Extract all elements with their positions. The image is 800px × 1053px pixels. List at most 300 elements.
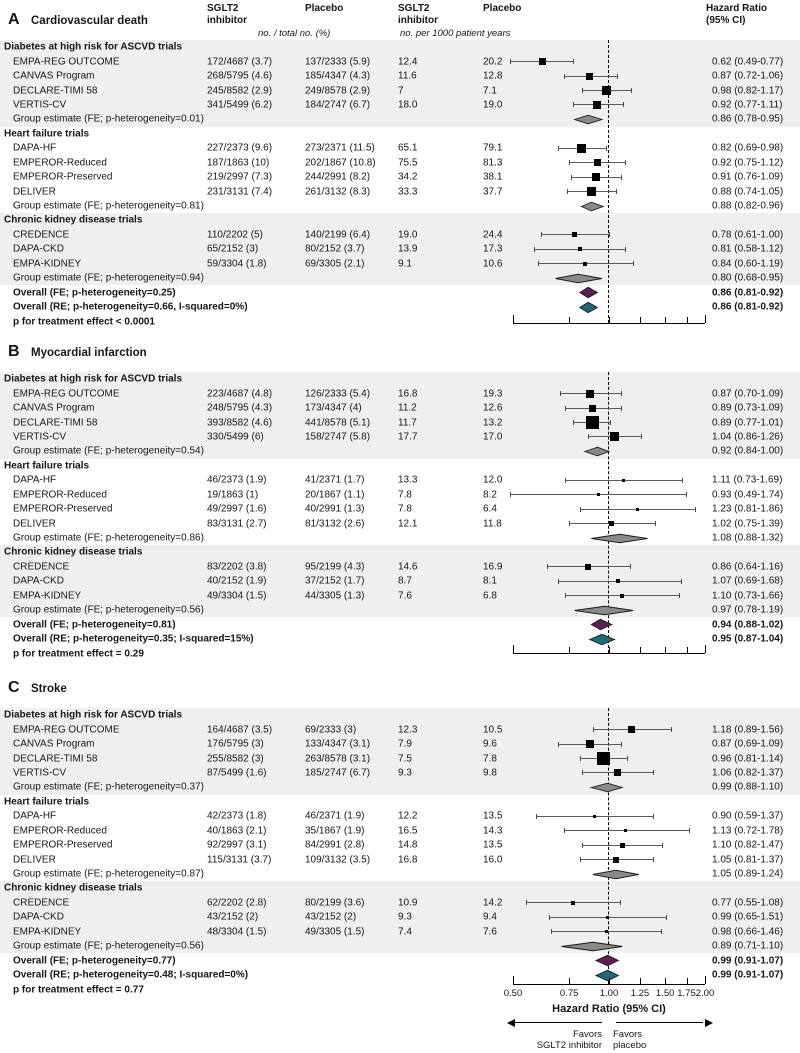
placebo-count: 69/3305 (2.1) [305,258,365,270]
hr-ci-text: 1.18 (0.89-1.56) [712,724,784,736]
group-estimate-label: Group estimate (FE; p-heterogeneity=0.56) [13,940,204,952]
hr-ci-text: 0.95 (0.87-1.04) [712,633,784,645]
subheader-counts: no. / total no. (%) [258,28,331,39]
hr-ci-text: 1.05 (0.89-1.24) [712,868,784,880]
forest-plot-cell [505,488,720,502]
axis-tick-label: 1.50 [655,988,675,999]
axis-tick [665,978,666,984]
study-row [0,98,800,112]
summary-diamond [505,112,720,127]
forest-plot-cell [505,271,720,285]
trial-group-section [0,372,800,459]
section-header-row [0,795,800,809]
sglt2-rate: 17.7 [398,431,418,443]
study-name: EMPA-KIDNEY [13,258,82,270]
trial-group-section [0,40,800,127]
forest-plot-cell [505,444,720,458]
ci-cap [630,564,631,569]
trial-group-section [0,708,800,795]
ci-cap [653,814,654,819]
summary-diamond [505,780,720,795]
panel-c-title: Stroke [31,683,67,695]
ci-cap [547,564,548,569]
placebo-rate: 14.2 [483,897,503,909]
ci-whisker [538,263,633,264]
placebo-count: 244/2991 (8.2) [305,171,371,183]
placebo-rate: 14.3 [483,825,503,837]
study-name: EMPEROR-Preserved [13,503,113,515]
forest-plot-cell [505,910,720,924]
placebo-count: 273/2371 (11.5) [305,142,375,154]
axis-tick [609,978,610,984]
axis-tick [687,317,688,323]
favors-left-line2: SGLT2 inhibitor [536,1040,602,1052]
placebo-rate: 11.8 [483,518,502,530]
study-row [0,809,800,823]
ci-cap [573,420,574,425]
placebo-count: 126/2333 (5.4) [305,388,371,400]
point-estimate-marker [620,843,625,848]
study-row [0,228,800,242]
placebo-rate: 16.9 [483,561,503,573]
group-estimate-label: Group estimate (FE; p-heterogeneity=0.01) [13,113,204,125]
sglt2-count: 223/4687 (4.8) [207,388,273,400]
sglt2-rate: 16.5 [398,825,418,837]
forest-plot-cell [505,574,720,588]
placebo-count: 44/3305 (1.3) [305,590,365,602]
hr-ci-text: 0.80 (0.68-0.95) [712,272,784,284]
study-row [0,170,800,184]
group-estimate-row [0,867,800,881]
p-value-label: p for treatment effect = 0.77 [13,984,144,996]
axis-tick [640,317,641,323]
favors-right-line1: Favors [613,1029,643,1040]
forest-plot-cell [505,184,720,198]
ci-cap [536,814,537,819]
sglt2-rate: 8.7 [398,575,412,587]
hr-ci-text: 0.82 (0.69-0.98) [712,142,784,154]
sglt2-rate: 12.1 [398,518,418,530]
ci-cap [671,727,672,732]
ci-cap [661,929,662,934]
point-estimate-marker [589,405,596,412]
ci-cap [679,593,680,598]
section-header-row [0,40,800,54]
placebo-count: 184/2747 (6.7) [305,99,371,111]
axis-tick [687,647,688,653]
study-name: DAPA-HF [13,474,57,486]
point-estimate-marker [578,247,582,251]
placebo-rate: 10.6 [483,258,503,270]
favors-placebo-label [613,1029,646,1052]
ci-cap [681,579,682,584]
ci-cap [610,420,611,425]
hr-ci-text: 1.06 (0.82-1.37) [712,767,784,779]
hr-ci-text: 0.87 (0.69-1.09) [712,738,784,750]
point-estimate-marker [594,159,601,166]
sglt2-rate: 7.6 [398,590,412,602]
forest-plot-cell [505,925,720,939]
sglt2-count: 42/2373 (1.8) [207,810,267,822]
group-estimate-label: Group estimate (FE; p-heterogeneity=0.94) [13,272,204,284]
study-name: DAPA-HF [13,810,57,822]
reference-line-panel-c [608,708,609,984]
forest-plot-cell [505,632,720,646]
ci-cap [641,434,642,439]
study-row [0,415,800,429]
placebo-rate: 12.8 [483,70,503,82]
section-header-row [0,545,800,559]
sglt2-rate: 11.6 [398,70,417,82]
sglt2-count: 48/3304 (1.5) [207,926,267,938]
overall-label: Overall (FE; p-heterogeneity=0.77) [13,955,176,967]
sglt2-count: 219/2997 (7.3) [207,171,273,183]
placebo-rate: 38.1 [483,171,503,183]
placebo-count: 185/2747 (6.7) [305,767,371,779]
arrowhead-right-icon [705,1019,713,1027]
col-header-sglt2-counts: SGLT2 inhibitor [207,3,247,26]
forest-plot-cell [505,430,720,444]
placebo-rate: 81.3 [483,157,503,169]
forest-plot-cell [505,156,720,170]
study-row [0,386,800,400]
axis-panel-c [503,978,715,999]
hr-ci-text: 1.11 (0.73-1.69) [712,474,783,486]
axis-title: Hazard Ratio (95% CI) [552,1003,666,1015]
forest-plot-cell [505,516,720,530]
sglt2-rate: 9.3 [398,911,412,923]
ci-whisker [582,772,653,773]
hr-ci-text: 0.87 (0.72-1.06) [712,70,784,82]
forest-plot-cell [505,69,720,83]
hr-ci-text: 0.90 (0.59-1.37) [712,810,784,822]
study-name: CANVAS Program [13,70,95,82]
hr-ci-text: 0.98 (0.82-1.17) [712,85,784,97]
study-name: CREDENCE [13,229,70,241]
sglt2-rate: 75.5 [398,157,418,169]
forest-plot-cell [505,54,720,68]
placebo-count: 441/8578 (5.1) [305,417,371,429]
group-estimate-label: Group estimate (FE; p-heterogeneity=0.56) [13,604,204,616]
study-row [0,516,800,530]
group-estimate-row [0,939,800,953]
axis-tick [687,978,688,984]
point-estimate-marker [539,58,546,65]
study-name: EMPA-KIDNEY [13,590,82,602]
hr-ci-text: 0.93 (0.49-1.74) [712,489,784,501]
hr-ci-text: 0.78 (0.61-1.00) [712,229,784,241]
forest-plot-cell [505,852,720,866]
axis-tick-label: 1.25 [630,988,650,999]
section-header-label: Heart failure trials [4,128,90,140]
section-header-label: Heart failure trials [4,460,90,472]
hr-ci-text: 0.62 (0.49-0.77) [712,56,784,68]
favors-arrow-right [616,1022,703,1023]
hr-ci-text: 1.05 (0.81-1.37) [712,854,784,866]
study-name: VERTIS-CV [13,767,67,779]
ci-cap [573,59,574,64]
placebo-rate: 6.4 [483,503,497,515]
sglt2-count: 87/5499 (1.6) [207,767,267,779]
col-header-sglt2-rates: SGLT2 inhibitor [398,3,438,26]
point-estimate-marker [610,432,619,441]
sglt2-count: 83/2202 (3.8) [207,561,267,573]
trial-group-section [0,545,800,617]
ci-cap [662,843,663,848]
hr-ci-text: 0.86 (0.81-0.92) [712,301,784,313]
point-estimate-marker [614,769,621,776]
study-name: CANVAS Program [13,738,95,750]
placebo-count: 69/2333 (3) [305,724,357,736]
overall-label: Overall (RE; p-heterogeneity=0.48; I-squared=0%) [13,969,249,981]
summary-diamond [505,603,720,618]
placebo-rate: 20.2 [483,56,503,68]
section-header-label: Diabetes at high risk for ASCVD trials [4,373,183,385]
group-estimate-row [0,444,800,458]
section-header-row [0,708,800,722]
placebo-rate: 7.6 [483,926,497,938]
axis-tick-label: 2.00 [695,988,715,999]
forest-plot-cell [505,896,720,910]
placebo-count: 109/3132 (3.5) [305,854,371,866]
section-header-label: Chronic kidney disease trials [4,882,143,894]
ci-cap [588,434,589,439]
placebo-rate: 6.8 [483,590,497,602]
group-estimate-label: Group estimate (FE; p-heterogeneity=0.86) [13,532,204,544]
axis-tick [705,976,706,984]
placebo-rate: 9.8 [483,767,497,779]
hr-ci-text: 0.96 (0.81-1.14) [712,753,784,765]
sglt2-count: 330/5499 (6) [207,431,264,443]
ci-whisker [573,422,611,423]
axis-tick [705,645,706,653]
ci-cap [653,770,654,775]
panel-c-letter: C [8,679,20,696]
hr-ci-text: 1.13 (0.72-1.78) [712,825,784,837]
forest-plot-cell [505,751,720,765]
study-row [0,589,800,603]
ci-whisker [541,234,609,235]
ci-cap [558,579,559,584]
placebo-rate: 19.0 [483,99,503,111]
sglt2-rate: 16.8 [398,388,418,400]
trial-group-section [0,127,800,214]
placebo-count: 95/2199 (4.3) [305,561,365,573]
placebo-count: 202/1867 (10.8) [305,157,376,169]
ci-whisker [564,830,689,831]
ci-cap [564,74,565,79]
panel-a-rows [0,40,800,329]
ci-whisker [534,249,625,250]
hr-ci-text: 0.84 (0.60-1.19) [712,258,784,270]
sglt2-rate: 11.2 [398,402,417,414]
hr-ci-text: 1.07 (0.69-1.68) [712,575,784,587]
placebo-count: 80/2152 (3.7) [305,243,365,255]
axis-tick [513,315,514,323]
forest-plot-cell [505,228,720,242]
section-header-label: Chronic kidney disease trials [4,214,143,226]
study-name: DAPA-CKD [13,575,64,587]
p-value-label: p for treatment effect < 0.0001 [13,316,155,328]
ci-cap [633,261,634,266]
ci-cap [695,507,696,512]
sglt2-rate: 33.3 [398,186,418,198]
placebo-count: 185/4347 (4.3) [305,70,371,82]
study-name: CANVAS Program [13,402,95,414]
group-estimate-row [0,780,800,794]
ci-cap [569,160,570,165]
hr-ci-text: 0.88 (0.82-0.96) [712,200,784,212]
ci-whisker [547,566,629,567]
section-header-row [0,881,800,895]
study-row [0,184,800,198]
axis-tick [513,645,514,653]
ci-whisker [551,931,661,932]
study-name: EMPEROR-Reduced [13,157,107,169]
axis-panel-b [513,647,705,654]
ci-cap [526,900,527,905]
placebo-rate: 10.5 [483,724,503,736]
forest-plot-cell [505,285,720,299]
axis-panel-a [513,317,705,324]
panel-b-letter: B [8,343,20,360]
study-row [0,401,800,415]
sglt2-rate: 7 [398,85,404,97]
sglt2-count: 19/1863 (1) [207,489,259,501]
placebo-rate: 79.1 [483,142,503,154]
forest-plot-cell [505,867,720,881]
hr-ci-text: 0.99 (0.88-1.10) [712,781,784,793]
study-name: CREDENCE [13,561,70,573]
p-value-label: p for treatment effect = 0.29 [13,648,144,660]
axis-tick [609,317,610,323]
ci-cap [580,507,581,512]
forest-plot-cell [505,737,720,751]
ci-whisker [536,816,653,817]
favors-right-line2: placebo [613,1040,647,1052]
summary-diamond [505,953,720,968]
axis-tick [665,647,666,653]
sglt2-rate: 7.8 [398,489,412,501]
ci-cap [689,828,690,833]
point-estimate-marker [586,416,599,429]
study-name: DELIVER [13,186,56,198]
ci-cap [621,391,622,396]
hr-ci-text: 0.89 (0.77-1.01) [712,417,784,429]
point-estimate-marker [613,857,619,863]
sglt2-count: 176/5795 (3) [207,738,264,750]
axis-tick [569,978,570,984]
favors-left-line1: Favors [572,1029,602,1040]
forest-plot-cell [505,617,720,631]
point-estimate-marker [636,508,639,511]
hr-ci-text: 0.92 (0.84-1.00) [712,445,784,457]
axis-tick [569,647,570,653]
forest-plot-cell [505,766,720,780]
ci-whisker [580,509,695,510]
ci-cap [609,232,610,237]
ci-cap [582,770,583,775]
ci-whisker [560,393,621,394]
sglt2-count: 40/2152 (1.9) [207,575,267,587]
col-header-placebo-rates: Placebo [483,3,522,14]
sglt2-count: 255/8582 (3) [207,753,264,765]
study-name: DAPA-CKD [13,911,64,923]
study-name: DECLARE-TIMI 58 [13,417,98,429]
sglt2-rate: 9.3 [398,767,412,779]
panel-a-letter: A [8,11,20,28]
ci-cap [564,828,565,833]
summary-diamond [505,617,720,632]
study-name: EMPA-REG OUTCOME [13,388,120,400]
ci-cap [569,521,570,526]
point-estimate-marker [597,493,600,496]
placebo-rate: 7.1 [483,85,497,97]
study-name: EMPA-REG OUTCOME [13,724,120,736]
placebo-count: 41/2371 (1.7) [305,474,365,486]
point-estimate-marker [628,726,635,733]
study-row [0,737,800,751]
hr-ci-text: 1.08 (0.88-1.32) [712,532,784,544]
ci-cap [625,247,626,252]
axis-tick [705,315,706,323]
sglt2-rate: 19.0 [398,229,418,241]
ci-cap [621,742,622,747]
ci-whisker [565,408,621,409]
ci-cap [541,232,542,237]
forest-plot-cell [505,531,720,545]
point-estimate-marker [622,479,625,482]
ci-whisker [582,90,631,91]
favors-sglt2-label [462,1029,602,1052]
sglt2-count: 49/3304 (1.5) [207,590,267,602]
sglt2-count: 245/8582 (2.9) [207,85,273,97]
study-name: DAPA-CKD [13,243,64,255]
study-row [0,574,800,588]
ci-cap [582,88,583,93]
sglt2-rate: 10.9 [398,897,418,909]
ci-cap [620,900,621,905]
ci-whisker [573,104,624,105]
reference-line-panel-a [608,40,609,323]
sglt2-rate: 12.2 [398,810,418,822]
summary-diamond [505,531,720,546]
study-row [0,751,800,765]
hr-ci-text: 0.91 (0.76-1.09) [712,171,784,183]
study-name: VERTIS-CV [13,99,67,111]
placebo-count: 137/2333 (5.9) [305,56,371,68]
group-estimate-label: Group estimate (FE; p-heterogeneity=0.37) [13,781,204,793]
ci-whisker [571,177,621,178]
section-header-row [0,213,800,227]
axis-tick-label: 0.75 [559,988,579,999]
study-row [0,560,800,574]
sglt2-rate: 13.9 [398,243,418,255]
ci-cap [627,756,628,761]
ci-whisker [580,758,627,759]
point-estimate-marker [571,901,575,905]
hr-ci-text: 0.92 (0.77-1.11) [712,99,783,111]
hr-ci-text: 1.04 (0.86-1.26) [712,431,784,443]
study-row [0,69,800,83]
placebo-count: 46/2371 (1.9) [305,810,365,822]
placebo-rate: 9.6 [483,738,497,750]
sglt2-count: 46/2373 (1.9) [207,474,267,486]
sglt2-count: 248/5795 (4.3) [207,402,273,414]
axis-tick [665,317,666,323]
ci-cap [567,189,568,194]
summary-diamond [505,285,720,300]
